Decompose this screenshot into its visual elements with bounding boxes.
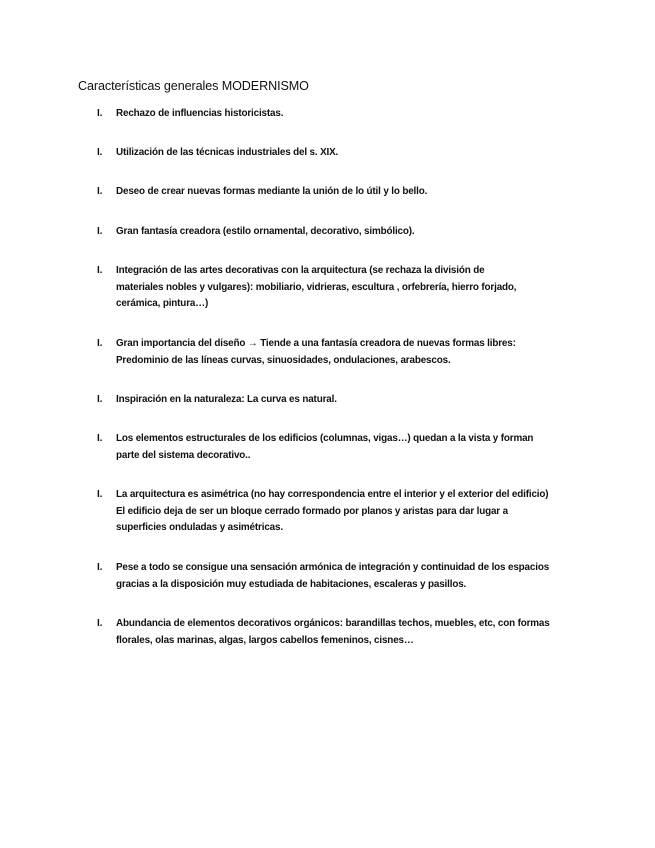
list-item-number: I. [97, 147, 103, 158]
list-item-number: I. [97, 562, 103, 573]
list-item-number: I. [97, 394, 103, 405]
list-item-number: I. [97, 489, 103, 500]
list-item-number: I. [97, 618, 103, 629]
list-item-text: Pese a todo se consigue una sensación armónica de integración y continuidad de los espacios gracias a la disposición muy estudiada de habitaciones, escaleras y pasillos. [116, 562, 550, 590]
list-item-text: Abundancia de elementos decorativos orgánicos: barandillas techos, muebles, etc, con formas florales, olas marinas, algas, largos cabellos femeninos, cisnes… [116, 618, 550, 646]
list-item-text: Rechazo de influencias historicistas. [116, 108, 284, 119]
list-item-text: Los elementos estructurales de los edificios (columnas, vigas…) quedan a la vista y forman parte del sistema decorativo.. [116, 433, 534, 461]
list-item-number: I. [97, 433, 103, 444]
list-item-text: Integración de las artes decorativas con la arquitectura (se rechaza la división de materiales nobles y vulgares): mobiliario, vidrieras, escultura , orfebrería, hierro forjado, cerámica, pintura…) [116, 265, 517, 309]
list-item-text: Gran fantasía creadora (estilo ornamental, decorativo, simbólico). [116, 226, 415, 237]
list-item-number: I. [97, 108, 103, 119]
list-item-text: Deseo de crear nuevas formas mediante la unión de lo útil y lo bello. [116, 186, 428, 197]
list-item-text: Inspiración en la naturaleza: La curva es natural. [116, 394, 337, 405]
list-item-number: I. [97, 226, 103, 237]
list-item-number: I. [97, 186, 103, 197]
list-item-text: Gran importancia del diseño → Tiende a una fantasía creadora de nuevas formas libres: Predominio de las líneas curvas, sinuosidades, ondulaciones, arabescos. [116, 338, 516, 366]
document-title: Características generales MODERNISMO [78, 79, 309, 93]
list-item-number: I. [97, 338, 103, 349]
list-item-text: La arquitectura es asimétrica (no hay correspondencia entre el interior y el exterior del edificio) El edificio deja de ser un bloque cerrado formado por planos y aristas para dar lugar a superficies onduladas y asimétricas. [116, 489, 549, 533]
list-item-number: I. [97, 265, 103, 276]
list-item-text: Utilización de las técnicas industriales del s. XIX. [116, 147, 339, 158]
